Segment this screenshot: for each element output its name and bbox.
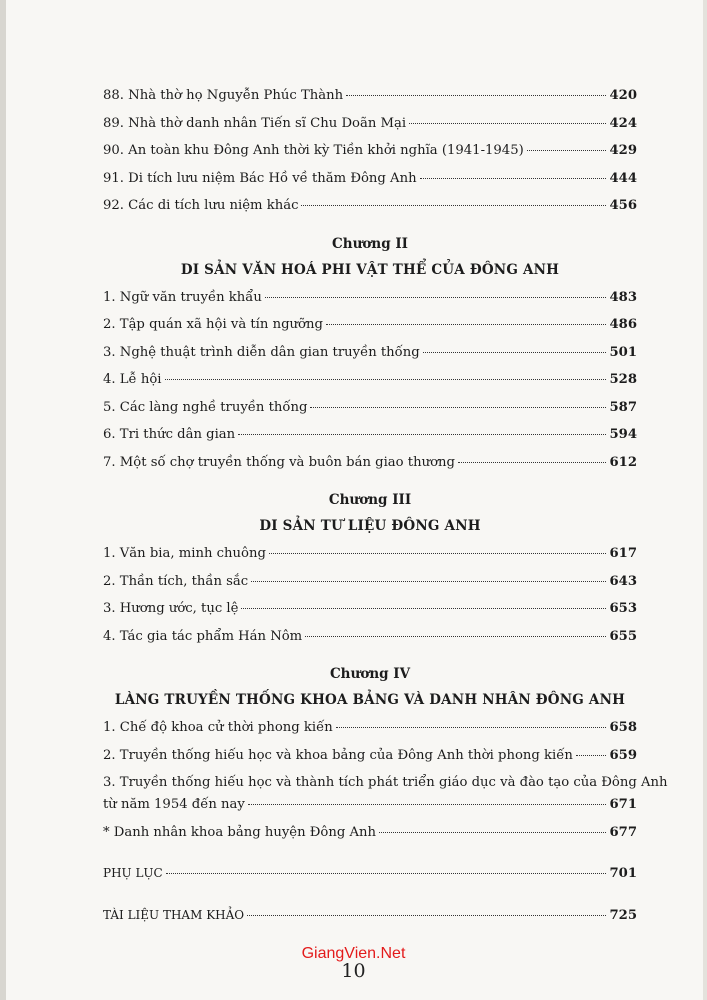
toc-entry <box>103 574 637 602</box>
toc-entry <box>103 400 637 428</box>
toc-entry <box>103 317 637 345</box>
toc-entry-line <box>103 775 668 797</box>
leader-dots <box>241 608 606 609</box>
toc-entry-page: 528 <box>609 372 637 387</box>
toc-entry <box>103 171 637 199</box>
toc-entry-references <box>103 908 637 936</box>
toc-entry <box>103 427 637 455</box>
leader-dots <box>165 379 607 380</box>
leader-dots <box>527 150 607 151</box>
toc-entry <box>103 797 637 825</box>
toc-entry <box>103 372 637 400</box>
toc-entry-title: TÀI LIỆU THAM KHẢO <box>103 907 245 922</box>
toc-entry-title: 2. Tập quán xã hội và tín ngưỡng <box>103 317 323 332</box>
leader-dots <box>238 434 606 435</box>
chapter-title: DI SẢN TƯ LIỆU ĐÔNG ANH <box>259 518 481 534</box>
toc-entry-page: 617 <box>609 546 637 561</box>
leader-dots <box>269 553 607 554</box>
toc-entry-title: 3. Nghệ thuật trình diễn dân gian truyền thống <box>103 344 420 360</box>
toc-entry <box>103 345 637 373</box>
toc-entry-appendix <box>103 866 637 894</box>
toc-entry-title: 1. Văn bia, minh chuông <box>103 546 266 561</box>
leader-dots <box>346 95 606 96</box>
toc-entry-title: 92. Các di tích lưu niệm khác <box>103 198 299 213</box>
page-edge-left <box>0 0 6 1000</box>
toc-entry <box>103 601 637 629</box>
toc-entry <box>103 720 637 748</box>
toc-entry-page: 677 <box>609 824 637 840</box>
toc-entry-title: 2. Thần tích, thần sắc <box>103 573 249 589</box>
toc-entry-title: 3. Truyền thống hiếu học và thành tích phát triển giáo dục và đào tạo của Đông Anh <box>103 775 668 790</box>
page-edge-right <box>703 0 707 1000</box>
toc-entry-page: 587 <box>609 399 637 415</box>
toc-entry-page: 659 <box>609 747 637 763</box>
page-number: 10 <box>341 960 366 982</box>
toc-entry <box>103 116 637 144</box>
toc-entry <box>103 546 637 574</box>
leader-dots <box>423 352 607 353</box>
chapter-title: DI SẢN VĂN HOÁ PHI VẬT THỂ CỦA ĐÔNG ANH <box>180 261 560 278</box>
chapter-title: LÀNG TRUYỀN THỐNG KHOA BẢNG VÀ DANH NHÂN ĐÔNG ANH <box>114 692 626 708</box>
toc-entry-title: 91. Di tích lưu niệm Bác Hồ về thăm Đông Anh <box>103 170 417 186</box>
leader-dots <box>305 636 606 637</box>
leader-dots <box>458 462 607 463</box>
toc-entry <box>103 825 637 853</box>
toc-entry-title: 4. Lễ hội <box>103 372 162 387</box>
toc-entry <box>103 143 637 171</box>
toc-entry-page: 444 <box>609 170 637 186</box>
toc-entry-title: 7. Một số chợ truyền thống và buôn bán giao thương <box>103 454 455 470</box>
toc-entry-title: 1. Ngữ văn truyền khẩu <box>103 289 262 305</box>
toc-entry-page: 501 <box>609 344 637 360</box>
leader-dots <box>247 915 606 916</box>
table-of-contents <box>103 88 668 935</box>
leader-dots <box>310 407 606 408</box>
toc-entry <box>103 455 637 483</box>
toc-entry-title: 1. Chế độ khoa cử thời phong kiến <box>103 720 333 735</box>
chapter-heading: Chương III <box>328 492 412 508</box>
chapter-heading: Chương II <box>332 235 408 252</box>
toc-entry-page: 643 <box>609 573 637 589</box>
toc-entry-page: 424 <box>609 115 637 131</box>
toc-entry <box>103 290 637 318</box>
leader-dots <box>409 123 606 124</box>
chapter-heading: Chương IV <box>329 666 411 682</box>
leader-dots <box>420 178 607 179</box>
toc-entry-page: 655 <box>609 628 637 644</box>
toc-entry-title: 90. An toàn khu Đông Anh thời kỳ Tiền khởi nghĩa (1941-1945) <box>103 143 524 158</box>
toc-entry-title: 6. Tri thức dân gian <box>103 427 236 442</box>
toc-entry-title: từ năm 1954 đến nay <box>103 797 245 812</box>
leader-dots <box>301 205 606 206</box>
toc-entry-title: 3. Hương ước, tục lệ <box>103 601 239 616</box>
toc-entry-page: 658 <box>609 720 637 735</box>
toc-entry <box>103 198 637 226</box>
toc-entry-title: 89. Nhà thờ danh nhân Tiến sĩ Chu Doãn Mại <box>103 115 407 131</box>
leader-dots <box>248 804 607 805</box>
toc-entry-page: 653 <box>609 601 637 616</box>
toc-entry-title: 5. Các làng nghề truyền thống <box>103 399 308 415</box>
leader-dots <box>251 581 606 582</box>
leader-dots <box>326 324 607 325</box>
leader-dots <box>166 873 607 874</box>
toc-entry-page: 483 <box>609 289 637 305</box>
watermark: GiangVien.Net <box>301 945 406 962</box>
leader-dots <box>336 727 607 728</box>
toc-entry-page: 456 <box>609 198 637 213</box>
toc-entry-page: 420 <box>609 88 637 103</box>
toc-entry-page: 671 <box>609 797 637 812</box>
toc-entry-page: 594 <box>609 427 637 442</box>
toc-entry-page: 612 <box>609 454 637 470</box>
toc-entry-page: 725 <box>609 907 637 923</box>
toc-entry-title: * Danh nhân khoa bảng huyện Đông Anh <box>103 824 376 840</box>
toc-entry-title: PHỤ LỤC <box>103 866 163 880</box>
toc-entry <box>103 629 637 657</box>
leader-dots <box>265 297 607 298</box>
toc-entry-title: 2. Truyền thống hiếu học và khoa bảng của Đông Anh thời phong kiến <box>103 747 573 763</box>
leader-dots <box>379 832 606 833</box>
toc-entry <box>103 748 637 776</box>
toc-entry-title: 4. Tác gia tác phẩm Hán Nôm <box>103 628 303 644</box>
toc-entry <box>103 88 637 116</box>
toc-entry-page: 429 <box>609 143 637 158</box>
toc-entry-title: 88. Nhà thờ họ Nguyễn Phúc Thành <box>103 88 344 103</box>
toc-entry-page: 701 <box>609 866 637 881</box>
leader-dots <box>576 755 607 756</box>
toc-entry-page: 486 <box>609 317 637 332</box>
